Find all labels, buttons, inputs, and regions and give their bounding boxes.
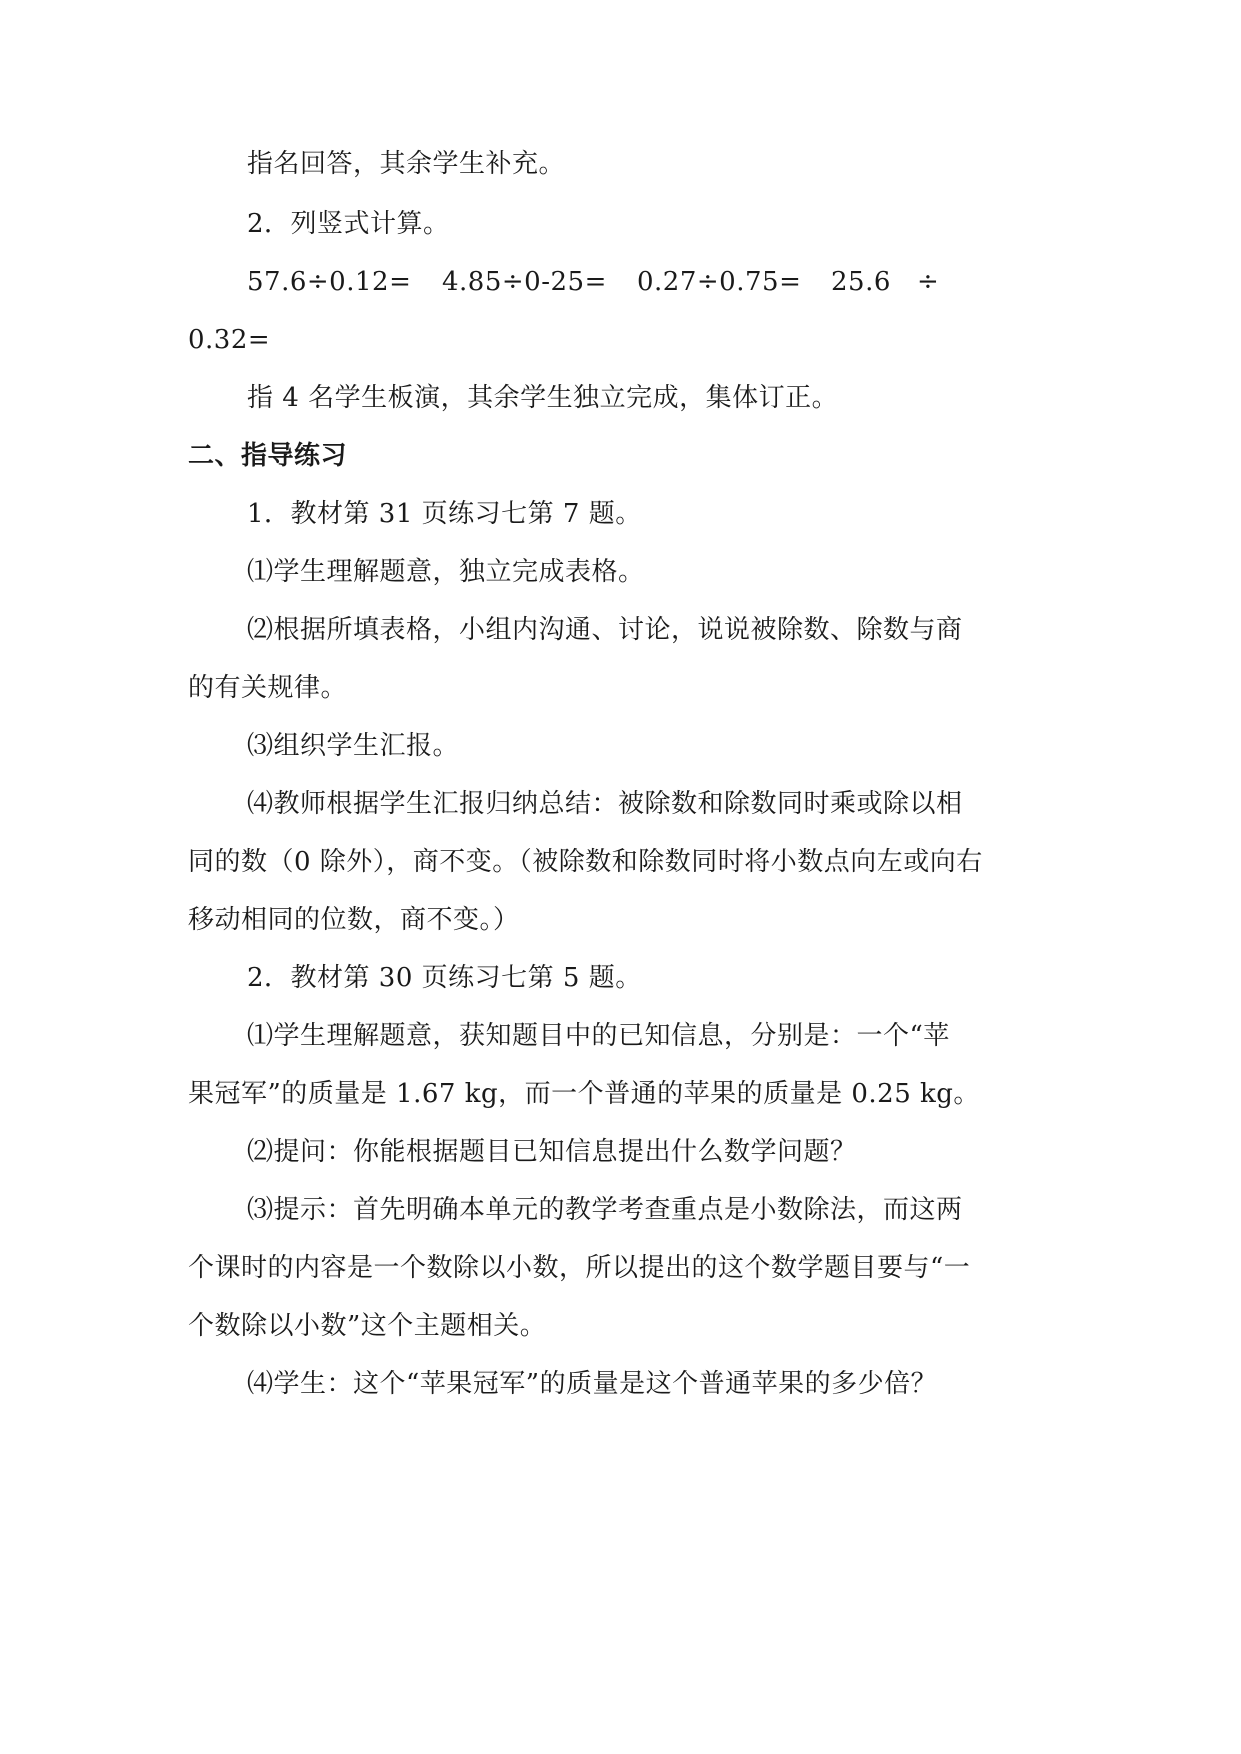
paragraph-exercise-1: 1．教材第 31 页练习七第 7 题。 <box>247 499 642 529</box>
paragraph-step-4-line-2: 同的数（0 除外），商不变。（被除数和除数同时将小数点向左或向右 <box>188 847 983 877</box>
equation-4-divisor: 0.32= <box>188 325 271 355</box>
paragraph-board-practice: 指 4 名学生板演，其余学生独立完成，集体订正。 <box>247 383 839 413</box>
paragraph-vertical-calc-title: 2．列竖式计算。 <box>247 209 450 239</box>
paragraph-step-2-line-2: 的有关规律。 <box>188 673 348 703</box>
paragraph-step-4-line-3: 移动相同的位数，商不变。） <box>188 905 520 935</box>
paragraph-ex2-step-4: ⑷学生：这个“苹果冠军”的质量是这个普通苹果的多少倍？ <box>247 1369 938 1399</box>
paragraph-exercise-2: 2．教材第 30 页练习七第 5 题。 <box>247 963 642 993</box>
paragraph-ex2-step-3-line-2: 个课时的内容是一个数除以小数，所以提出的这个数学题目要与“一 <box>188 1253 971 1283</box>
equation-4-dividend: 25.6 <box>831 267 891 297</box>
paragraph-ex2-step-1-line-2: 果冠军”的质量是 1.67 kg，而一个普通的苹果的质量是 0.25 kg。 <box>188 1079 980 1109</box>
paragraph-ex2-step-3-line-3: 个数除以小数”这个主题相关。 <box>188 1311 547 1341</box>
equation-3: 0.27÷0.75= <box>637 267 802 297</box>
paragraph-step-4-line-1: ⑷教师根据学生汇报归纳总结：被除数和除数同时乘或除以相 <box>247 789 963 819</box>
paragraph-ex2-step-1-line-1: ⑴学生理解题意，获知题目中的已知信息，分别是：一个“苹 <box>247 1021 950 1051</box>
paragraph-step-3: ⑶组织学生汇报。 <box>247 731 460 761</box>
section-heading: 二、指导练习 <box>188 441 348 471</box>
paragraph-step-1: ⑴学生理解题意，独立完成表格。 <box>247 557 645 587</box>
equation-2: 4.85÷0-25= <box>442 267 607 297</box>
paragraph-ex2-step-2: ⑵提问：你能根据题目已知信息提出什么数学问题？ <box>247 1137 857 1167</box>
equation-1: 57.6÷0.12= <box>247 267 412 297</box>
paragraph-ex2-step-3-line-1: ⑶提示：首先明确本单元的教学考查重点是小数除法，而这两 <box>247 1195 963 1225</box>
equation-4-divide-sign: ÷ <box>917 267 940 297</box>
paragraph-answer-instruction: 指名回答，其余学生补充。 <box>247 149 566 179</box>
paragraph-step-2-line-1: ⑵根据所填表格，小组内沟通、讨论，说说被除数、除数与商 <box>247 615 963 645</box>
